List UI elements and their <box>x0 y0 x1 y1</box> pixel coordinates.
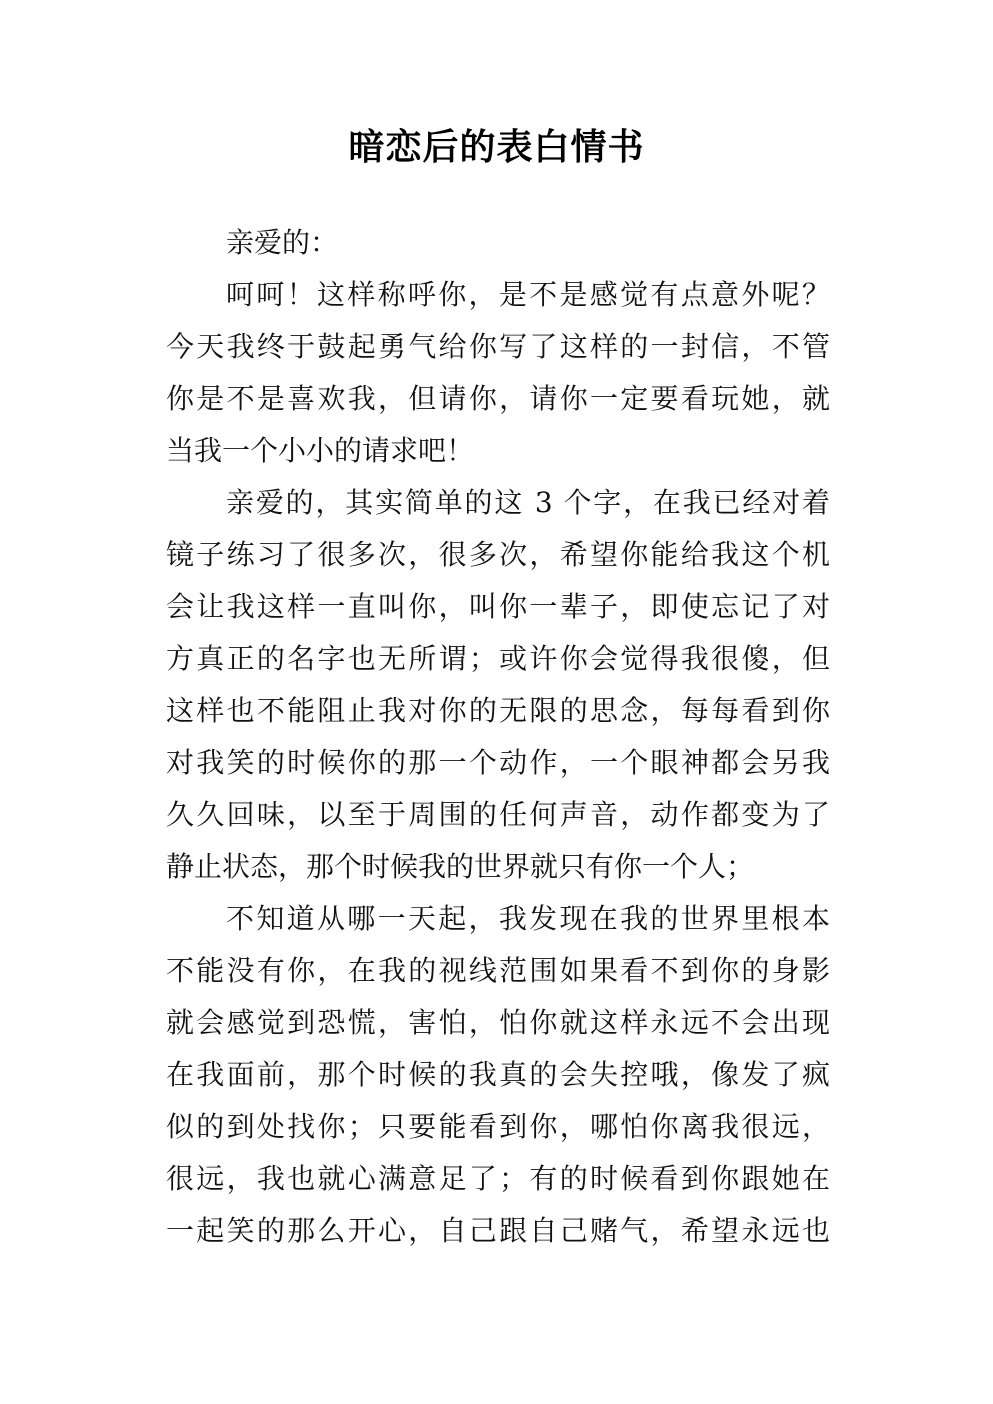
text-line: 在我面前，那个时候的我真的会失控哦，像发了疯 <box>166 1058 830 1091</box>
text-line: 会让我这样一直叫你，叫你一辈子，即使忘记了对 <box>166 590 830 623</box>
text-line: 呵呵！这样称呼你，是不是感觉有点意外呢？ <box>226 278 830 311</box>
text-line: 这样也不能阻止我对你的无限的思念，每每看到你 <box>166 694 830 727</box>
text-line: 不知道从哪一天起，我发现在我的世界里根本 <box>226 902 830 935</box>
text-line: 当我一个小小的请求吧！ <box>166 434 475 467</box>
text-line: 久久回味，以至于周围的任何声音，动作都变为了 <box>166 798 830 831</box>
text-line: 亲爱的： <box>226 226 339 259</box>
text-line: 你是不是喜欢我，但请你，请你一定要看玩她，就 <box>166 382 830 415</box>
text-line: 方真正的名字也无所谓；或许你会觉得我很傻，但 <box>166 642 830 675</box>
text-line: 不能没有你，在我的视线范围如果看不到你的身影 <box>166 954 830 987</box>
text-line: 很远，我也就心满意足了；有的时候看到你跟她在 <box>166 1162 830 1195</box>
text-line: 一起笑的那么开心，自己跟自己赌气，希望永远也 <box>166 1214 830 1247</box>
text-line: 似的到处找你；只要能看到你，哪怕你离我很远， <box>166 1110 830 1143</box>
text-line: 对我笑的时候你的那一个动作，一个眼神都会另我 <box>166 746 830 779</box>
text-line: 镜子练习了很多次，很多次，希望你能给我这个机 <box>166 538 830 571</box>
text-line: 静止状态，那个时候我的世界就只有你一个人； <box>166 850 755 883</box>
text-line: 就会感觉到恐慌，害怕，怕你就这样永远不会出现 <box>166 1006 830 1039</box>
text-line: 亲爱的，其实简单的这 3 个字，在我已经对着 <box>226 486 830 519</box>
document-title: 暗恋后的表白情书 <box>348 127 645 168</box>
text-line: 今天我终于鼓起勇气给你写了这样的一封信，不管 <box>166 330 830 363</box>
letter-body <box>166 217 830 1257</box>
